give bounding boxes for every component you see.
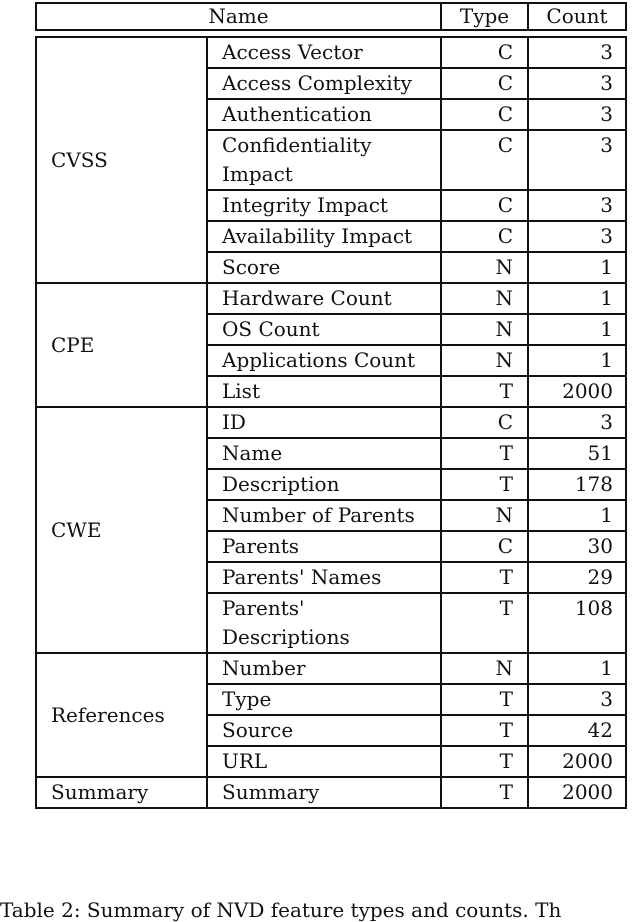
feature-type: C (441, 531, 528, 562)
feature-name: List (207, 376, 441, 407)
feature-count: 42 (528, 715, 626, 746)
feature-count: 1 (528, 500, 626, 531)
group-label: CPE (36, 283, 207, 407)
table-row (36, 37, 626, 68)
feature-name: Name (207, 438, 441, 469)
feature-name: Authentication (207, 99, 441, 130)
feature-count: 1 (528, 345, 626, 376)
feature-name: Parents' Names (207, 562, 441, 593)
feature-type: C (441, 407, 528, 438)
feature-type: C (441, 68, 528, 99)
feature-count: 2000 (528, 746, 626, 777)
feature-type: T (441, 715, 528, 746)
table-row (36, 407, 626, 438)
feature-count: 3 (528, 221, 626, 252)
group-label: CVSS (36, 37, 207, 283)
feature-name: Number of Parents (207, 500, 441, 531)
feature-type: N (441, 500, 528, 531)
feature-type: C (441, 130, 528, 190)
feature-count: 2000 (528, 376, 626, 407)
feature-name: Confidentiality Impact (207, 130, 441, 190)
feature-count: 1 (528, 283, 626, 314)
header-count: Count (528, 3, 626, 30)
feature-name: Type (207, 684, 441, 715)
feature-name: Access Vector (207, 37, 441, 68)
feature-name: OS Count (207, 314, 441, 345)
feature-name: Score (207, 252, 441, 283)
feature-count: 108 (528, 593, 626, 653)
table-caption: Table 2: Summary of NVD feature types and counts. Th (0, 898, 562, 922)
feature-count: 30 (528, 531, 626, 562)
group-label: CWE (36, 407, 207, 653)
feature-name: Applications Count (207, 345, 441, 376)
feature-type: N (441, 653, 528, 684)
feature-type: C (441, 37, 528, 68)
feature-count: 2000 (528, 777, 626, 808)
feature-type: N (441, 314, 528, 345)
feature-type: T (441, 376, 528, 407)
feature-name: ID (207, 407, 441, 438)
feature-name: Parents (207, 531, 441, 562)
feature-name: Summary (207, 777, 441, 808)
feature-name: Number (207, 653, 441, 684)
feature-count: 3 (528, 99, 626, 130)
feature-count: 3 (528, 68, 626, 99)
feature-type: C (441, 190, 528, 221)
feature-type: N (441, 345, 528, 376)
feature-type: T (441, 593, 528, 653)
feature-name: Description (207, 469, 441, 500)
feature-name: Availability Impact (207, 221, 441, 252)
feature-count: 3 (528, 190, 626, 221)
feature-count: 51 (528, 438, 626, 469)
group-label: References (36, 653, 207, 777)
feature-type: T (441, 438, 528, 469)
feature-name: URL (207, 746, 441, 777)
table-row (36, 653, 626, 684)
feature-type: T (441, 777, 528, 808)
feature-count: 1 (528, 252, 626, 283)
feature-type: T (441, 684, 528, 715)
feature-count: 3 (528, 684, 626, 715)
feature-type: N (441, 252, 528, 283)
feature-name: Integrity Impact (207, 190, 441, 221)
feature-count: 3 (528, 37, 626, 68)
header-name: Name (36, 3, 441, 30)
feature-name: Access Complexity (207, 68, 441, 99)
feature-type: C (441, 221, 528, 252)
feature-count: 3 (528, 407, 626, 438)
features-table (35, 36, 627, 809)
table-row (36, 777, 626, 808)
feature-type: T (441, 469, 528, 500)
group-label: Summary (36, 777, 207, 808)
feature-name: Parents' Descriptions (207, 593, 441, 653)
table-header (35, 2, 627, 31)
feature-count: 29 (528, 562, 626, 593)
feature-count: 3 (528, 130, 626, 190)
feature-count: 1 (528, 653, 626, 684)
header-type: Type (441, 3, 528, 30)
table-row (36, 283, 626, 314)
feature-count: 178 (528, 469, 626, 500)
feature-name: Source (207, 715, 441, 746)
feature-name: Hardware Count (207, 283, 441, 314)
feature-count: 1 (528, 314, 626, 345)
feature-type: T (441, 562, 528, 593)
feature-type: C (441, 99, 528, 130)
feature-type: N (441, 283, 528, 314)
feature-type: T (441, 746, 528, 777)
